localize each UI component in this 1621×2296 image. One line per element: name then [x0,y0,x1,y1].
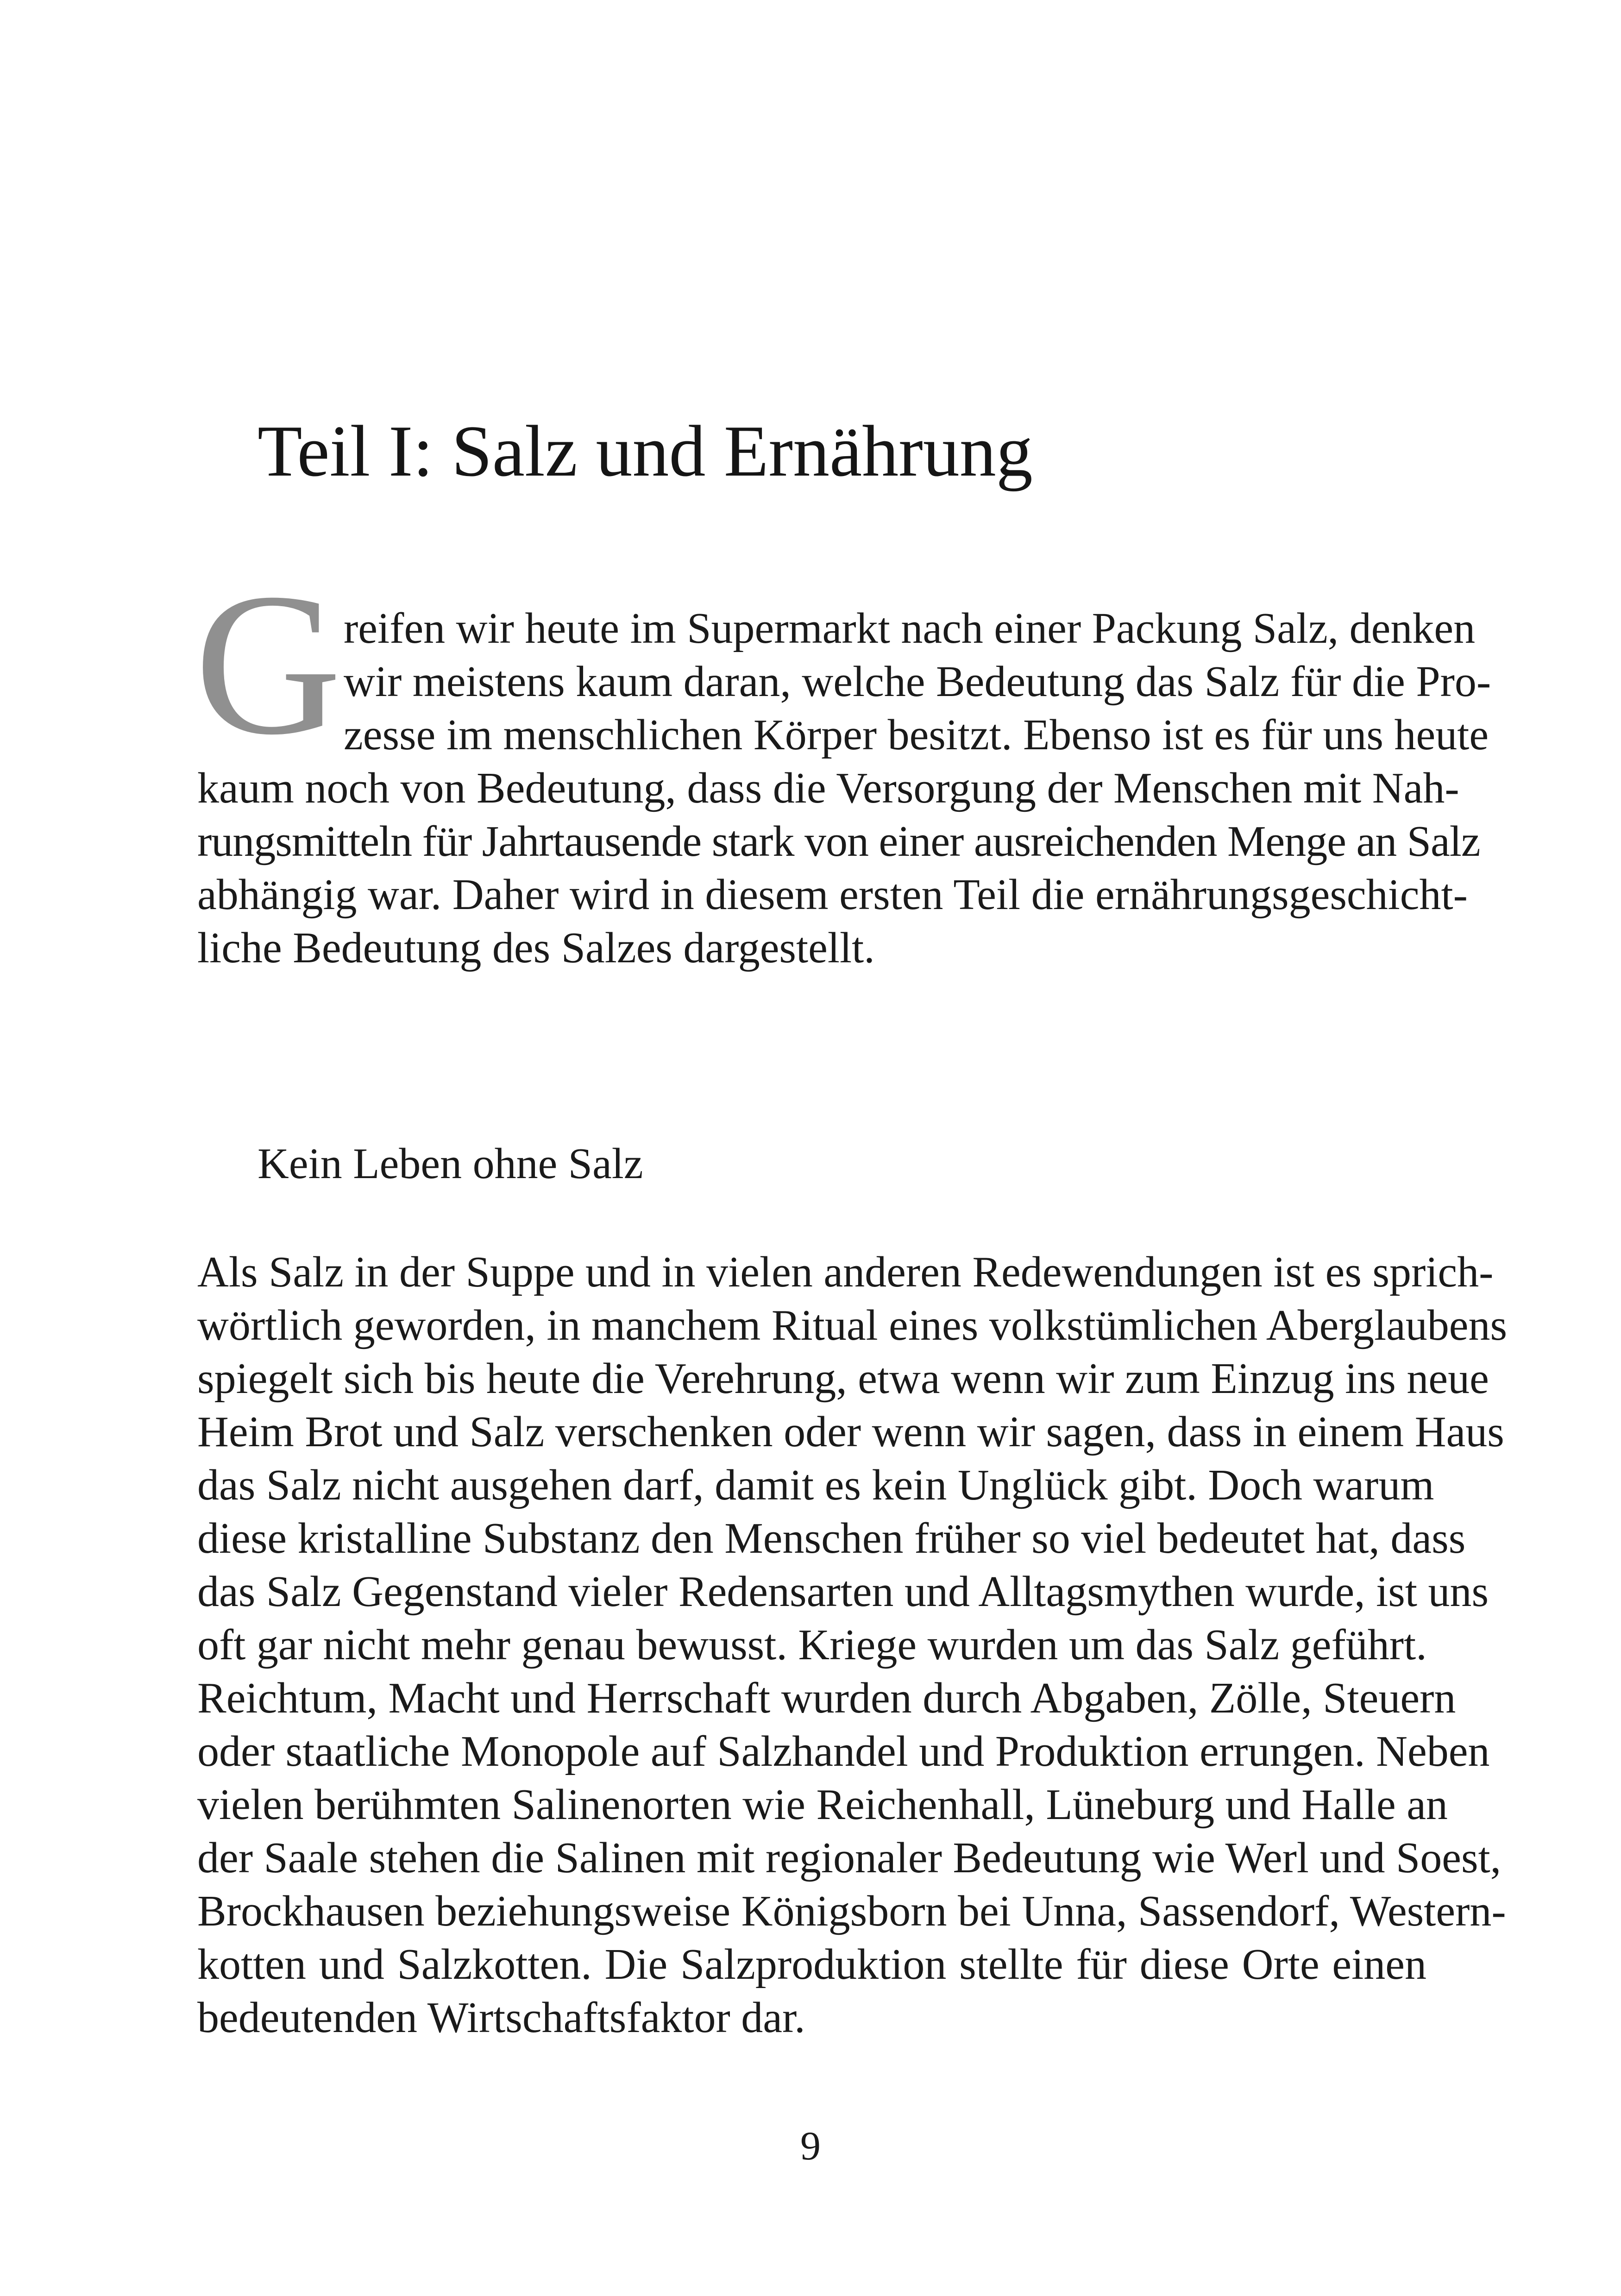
body-line: vielen berühmten Salinenorten wie Reichenhall, Lüneburg und Halle an [197,1781,1448,1829]
body-line: der Saale stehen die Salinen mit regionaler Bedeutung wie Werl und Soest, [197,1834,1502,1882]
intro-line: wir meistens kaum daran, welche Bedeutung das Salz für die Pro- [344,658,1491,706]
body-line: Als Salz in der Suppe und in vielen anderen Redewendungen ist es sprich- [197,1248,1494,1296]
body-line: Brockhausen beziehungsweise Königsborn bei Unna, Sassendorf, Western- [197,1887,1506,1935]
section-heading: Kein Leben ohne Salz [258,1140,643,1188]
intro-line: reifen wir heute im Supermarkt nach einer Packung Salz, denken [344,604,1476,652]
body-line: Heim Brot und Salz verschenken oder wenn wir sagen, dass in einem Haus [197,1408,1504,1456]
body-line: kotten und Salzkotten. Die Salzproduktion stellte für diese Orte einen [197,1940,1426,1989]
intro-line: abhängig war. Daher wird in diesem ersten Teil die ernährungsgeschicht- [197,871,1468,919]
intro-line: rungsmitteln für Jahrtausende stark von einer ausreichenden Menge an Salz [197,817,1480,866]
body-line: das Salz nicht ausgehen darf, damit es kein Unglück gibt. Doch warum [197,1461,1434,1509]
body-line: bedeutenden Wirtschaftsfaktor dar. [197,1994,805,2042]
body-line: das Salz Gegenstand vieler Redensarten und Alltagsmythen wurde, ist uns [197,1568,1489,1616]
chapter-title: Teil I: Salz und Ernährung [258,411,1033,492]
intro-line: zesse im menschlichen Körper besitzt. Ebenso ist es für uns heute [344,711,1489,759]
body-line: spiegelt sich bis heute die Verehrung, etwa wenn wir zum Einzug ins neue [197,1355,1489,1403]
body-line: oft gar nicht mehr genau bewusst. Kriege wurden um das Salz geführt. [197,1621,1427,1669]
intro-line: liche Bedeutung des Salzes dargestellt. [197,924,875,972]
intro-line: kaum noch von Bedeutung, dass die Versorgung der Menschen mit Nah- [197,764,1459,812]
body-line: Reichtum, Macht und Herrschaft wurden durch Abgaben, Zölle, Steuern [197,1674,1456,1722]
body-line: diese kristalline Substanz den Menschen früher so viel bedeutet hat, dass [197,1514,1466,1562]
body-line: oder staatliche Monopole auf Salzhandel und Produktion errungen. Neben [197,1727,1490,1775]
body-line: wörtlich geworden, in manchem Ritual eines volkstümlichen Aberglaubens [197,1301,1508,1349]
drop-cap: G [195,552,342,777]
page-number: 9 [800,2124,821,2169]
